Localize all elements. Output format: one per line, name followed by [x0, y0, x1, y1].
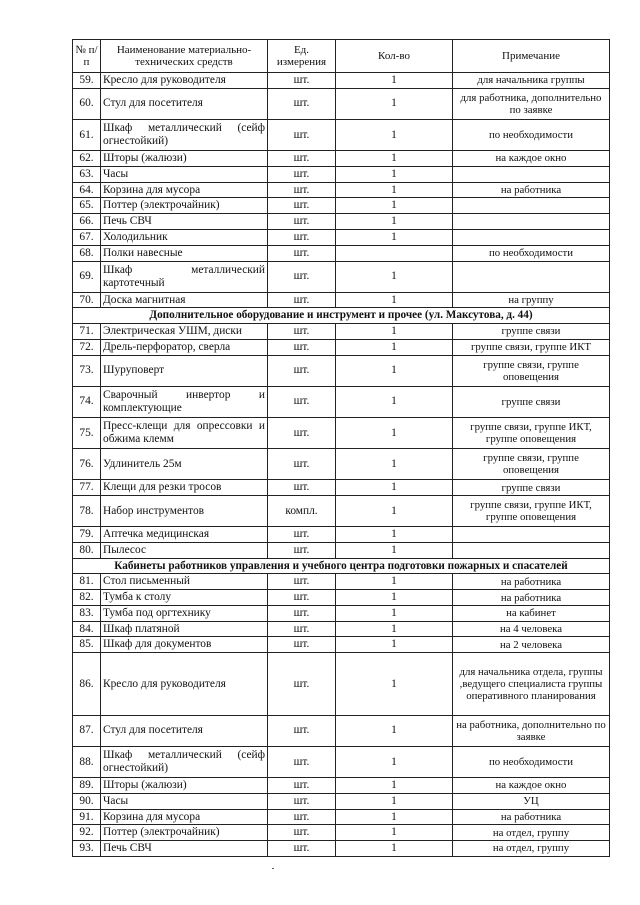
item-note: на работника, дополнительно по заявке [453, 715, 610, 746]
item-quantity: 1 [336, 841, 453, 857]
table-row [73, 480, 610, 496]
item-unit: шт. [268, 339, 336, 355]
item-unit: шт. [268, 166, 336, 182]
item-note: на работника [453, 574, 610, 590]
header-unit: Ед. измерения [268, 40, 336, 73]
row-number: 71. [73, 324, 101, 340]
item-unit: шт. [268, 292, 336, 308]
row-number: 89. [73, 778, 101, 794]
row-number: 80. [73, 543, 101, 559]
row-number: 73. [73, 355, 101, 386]
item-note: группе связи, группе оповещения [453, 449, 610, 480]
item-name: Пылесос [101, 543, 268, 559]
item-unit: шт. [268, 543, 336, 559]
item-name: Печь СВЧ [101, 841, 268, 857]
item-unit: шт. [268, 746, 336, 777]
item-quantity: 1 [336, 825, 453, 841]
row-number: 76. [73, 449, 101, 480]
item-quantity: 1 [336, 527, 453, 543]
item-name: Кресло для руководителя [101, 73, 268, 89]
table-row [73, 809, 610, 825]
item-unit: шт. [268, 778, 336, 794]
header-note: Примечание [453, 40, 610, 73]
item-name: Печь СВЧ [101, 214, 268, 230]
item-name: Тумба к столу [101, 590, 268, 606]
item-note [453, 527, 610, 543]
item-note: группе связи, группе ИКТ, группе оповещения [453, 417, 610, 448]
table-row [73, 261, 610, 292]
item-unit: шт. [268, 417, 336, 448]
item-quantity: 1 [336, 715, 453, 746]
item-note: на работника [453, 590, 610, 606]
item-name: Часы [101, 166, 268, 182]
item-quantity: 1 [336, 198, 453, 214]
table-row [73, 214, 610, 230]
item-name: Корзина для мусора [101, 182, 268, 198]
item-unit: шт. [268, 793, 336, 809]
item-note: группе связи, группе ИКТ, группе оповещения [453, 496, 610, 527]
item-note: на работника [453, 809, 610, 825]
item-quantity: 1 [336, 182, 453, 198]
item-unit: шт. [268, 261, 336, 292]
item-unit: шт. [268, 198, 336, 214]
table-row [73, 715, 610, 746]
item-unit: шт. [268, 841, 336, 857]
item-unit: шт. [268, 574, 336, 590]
row-number: 77. [73, 480, 101, 496]
row-number: 61. [73, 119, 101, 150]
item-unit: компл. [268, 496, 336, 527]
row-number: 90. [73, 793, 101, 809]
item-quantity [336, 245, 453, 261]
item-name: Шуруповерт [101, 355, 268, 386]
table-row [73, 574, 610, 590]
item-name: Клещи для резки тросов [101, 480, 268, 496]
table-row [73, 339, 610, 355]
item-note: на группу [453, 292, 610, 308]
item-note: группе связи [453, 324, 610, 340]
item-note [453, 229, 610, 245]
item-name: Шкаф для документов [101, 637, 268, 653]
table-row [73, 182, 610, 198]
table-row [73, 386, 610, 417]
item-name: Часы [101, 793, 268, 809]
item-unit: шт. [268, 590, 336, 606]
item-unit: шт. [268, 182, 336, 198]
table-row [73, 590, 610, 606]
item-note: по необходимости [453, 119, 610, 150]
item-unit: шт. [268, 449, 336, 480]
item-note: на кабинет [453, 605, 610, 621]
item-quantity: 1 [336, 214, 453, 230]
row-number: 60. [73, 88, 101, 119]
item-quantity: 1 [336, 793, 453, 809]
table-row [73, 229, 610, 245]
item-name: Стул для посетителя [101, 88, 268, 119]
item-unit: шт. [268, 637, 336, 653]
row-number: 88. [73, 746, 101, 777]
item-quantity: 1 [336, 746, 453, 777]
table-row [73, 198, 610, 214]
header-num: № п/п [73, 40, 101, 73]
item-name: Пресс-клещи для опрессовки и обжима клемм [101, 417, 268, 448]
item-quantity: 1 [336, 119, 453, 150]
table-row [73, 825, 610, 841]
item-unit: шт. [268, 324, 336, 340]
item-name: Холодильник [101, 229, 268, 245]
item-unit: шт. [268, 605, 336, 621]
row-number: 87. [73, 715, 101, 746]
item-unit: шт. [268, 151, 336, 167]
item-name: Шторы (жалюзи) [101, 151, 268, 167]
row-number: 79. [73, 527, 101, 543]
item-quantity: 1 [336, 88, 453, 119]
item-quantity: 1 [336, 339, 453, 355]
item-note: по необходимости [453, 746, 610, 777]
item-quantity: 1 [336, 653, 453, 715]
table-row [73, 88, 610, 119]
table-row [73, 449, 610, 480]
table-row [73, 605, 610, 621]
item-name: Дрель-перфоратор, сверла [101, 339, 268, 355]
table-row [73, 841, 610, 857]
section-title: Кабинеты работников управления и учебного центра подготовки пожарных и спасателей [73, 558, 610, 574]
item-note [453, 198, 610, 214]
item-quantity: 1 [336, 543, 453, 559]
row-number: 81. [73, 574, 101, 590]
table-row [73, 637, 610, 653]
item-note: на 2 человека [453, 637, 610, 653]
item-note: УЦ [453, 793, 610, 809]
item-unit: шт. [268, 809, 336, 825]
item-quantity: 1 [336, 637, 453, 653]
row-number: 82. [73, 590, 101, 606]
item-note: группе связи [453, 386, 610, 417]
item-quantity: 1 [336, 605, 453, 621]
item-quantity: 1 [336, 73, 453, 89]
table-row [73, 355, 610, 386]
row-number: 69. [73, 261, 101, 292]
item-unit: шт. [268, 214, 336, 230]
item-quantity: 1 [336, 386, 453, 417]
item-unit: шт. [268, 88, 336, 119]
table-row [73, 324, 610, 340]
item-quantity: 1 [336, 355, 453, 386]
item-unit: шт. [268, 119, 336, 150]
table-row [73, 151, 610, 167]
item-note: для начальника отдела, группы ,ведущего специалиста группы оперативного планирования [453, 653, 610, 715]
item-quantity: 1 [336, 590, 453, 606]
row-number: 65. [73, 198, 101, 214]
item-quantity: 1 [336, 292, 453, 308]
row-number: 86. [73, 653, 101, 715]
item-note: на отдел, группу [453, 825, 610, 841]
row-number: 66. [73, 214, 101, 230]
item-note: группе связи, группе ИКТ [453, 339, 610, 355]
item-note: на каждое окно [453, 778, 610, 794]
item-quantity: 1 [336, 449, 453, 480]
header-qty: Кол-во [336, 40, 453, 73]
table-body [73, 73, 610, 857]
item-name: Аптечка медицинская [101, 527, 268, 543]
item-name: Шкаф металлический картотечный [101, 261, 268, 292]
item-quantity: 1 [336, 778, 453, 794]
item-name: Электрическая УШМ, диски [101, 324, 268, 340]
item-unit: шт. [268, 229, 336, 245]
item-name: Поттер (электрочайник) [101, 198, 268, 214]
item-note: по необходимости [453, 245, 610, 261]
item-name: Набор инструментов [101, 496, 268, 527]
row-number: 68. [73, 245, 101, 261]
table-header [73, 40, 610, 73]
item-name: Поттер (электрочайник) [101, 825, 268, 841]
table-row [73, 496, 610, 527]
item-unit: шт. [268, 73, 336, 89]
table-row [73, 778, 610, 794]
table-row [73, 417, 610, 448]
item-name: Стул для посетителя [101, 715, 268, 746]
item-name: Удлинитель 25м [101, 449, 268, 480]
item-note [453, 214, 610, 230]
item-quantity: 1 [336, 229, 453, 245]
section-row [73, 558, 610, 574]
item-name: Доска магнитная [101, 292, 268, 308]
item-name: Полки навесные [101, 245, 268, 261]
row-number: 74. [73, 386, 101, 417]
row-number: 78. [73, 496, 101, 527]
item-quantity: 1 [336, 261, 453, 292]
item-quantity: 1 [336, 809, 453, 825]
item-unit: шт. [268, 527, 336, 543]
table-row [73, 245, 610, 261]
header-name: Наименование материально-технических средств [101, 40, 268, 73]
row-number: 63. [73, 166, 101, 182]
row-number: 92. [73, 825, 101, 841]
row-number: 75. [73, 417, 101, 448]
item-quantity: 1 [336, 621, 453, 637]
item-note [453, 166, 610, 182]
row-number: 85. [73, 637, 101, 653]
item-name: Шкаф металлический (сейф огнестойкий) [101, 746, 268, 777]
item-quantity: 1 [336, 574, 453, 590]
row-number: 93. [73, 841, 101, 857]
table-row [73, 621, 610, 637]
item-name: Шторы (жалюзи) [101, 778, 268, 794]
item-note: для начальника группы [453, 73, 610, 89]
item-quantity: 1 [336, 324, 453, 340]
item-quantity: 1 [336, 151, 453, 167]
row-number: 83. [73, 605, 101, 621]
table-row [73, 527, 610, 543]
item-unit: шт. [268, 245, 336, 261]
table-row [73, 793, 610, 809]
row-number: 70. [73, 292, 101, 308]
row-number: 67. [73, 229, 101, 245]
item-quantity: 1 [336, 417, 453, 448]
item-note [453, 261, 610, 292]
table-row [73, 543, 610, 559]
item-name: Стол письменный [101, 574, 268, 590]
item-note: на 4 человека [453, 621, 610, 637]
table-row [73, 73, 610, 89]
table-row [73, 292, 610, 308]
section-title: Дополнительное оборудование и инструмент и прочее (ул. Максутова, д. 44) [73, 308, 610, 324]
item-unit: шт. [268, 653, 336, 715]
section-row [73, 308, 610, 324]
equipment-table [72, 39, 610, 857]
item-note: на работника [453, 182, 610, 198]
row-number: 72. [73, 339, 101, 355]
item-unit: шт. [268, 355, 336, 386]
item-name: Корзина для мусора [101, 809, 268, 825]
item-note [453, 543, 610, 559]
item-note: группе связи, группе оповещения [453, 355, 610, 386]
item-name: Тумба под оргтехнику [101, 605, 268, 621]
row-number: 64. [73, 182, 101, 198]
table-row [73, 746, 610, 777]
item-unit: шт. [268, 386, 336, 417]
item-name: Сварочный инвертор и комплектующие [101, 386, 268, 417]
item-name: Шкаф металлический (сейф огнестойкий) [101, 119, 268, 150]
row-number: 91. [73, 809, 101, 825]
item-unit: шт. [268, 480, 336, 496]
table-row [73, 119, 610, 150]
item-unit: шт. [268, 825, 336, 841]
item-quantity: 1 [336, 480, 453, 496]
table-row [73, 653, 610, 715]
item-note: для работника, дополнительно по заявке [453, 88, 610, 119]
table-row [73, 166, 610, 182]
row-number: 84. [73, 621, 101, 637]
item-name: Кресло для руководителя [101, 653, 268, 715]
row-number: 62. [73, 151, 101, 167]
item-note: на отдел, группу [453, 841, 610, 857]
item-unit: шт. [268, 621, 336, 637]
item-unit: шт. [268, 715, 336, 746]
item-quantity: 1 [336, 496, 453, 527]
item-note: группе связи [453, 480, 610, 496]
page-mark [272, 868, 274, 869]
item-quantity: 1 [336, 166, 453, 182]
item-note: на каждое окно [453, 151, 610, 167]
item-name: Шкаф платяной [101, 621, 268, 637]
row-number: 59. [73, 73, 101, 89]
